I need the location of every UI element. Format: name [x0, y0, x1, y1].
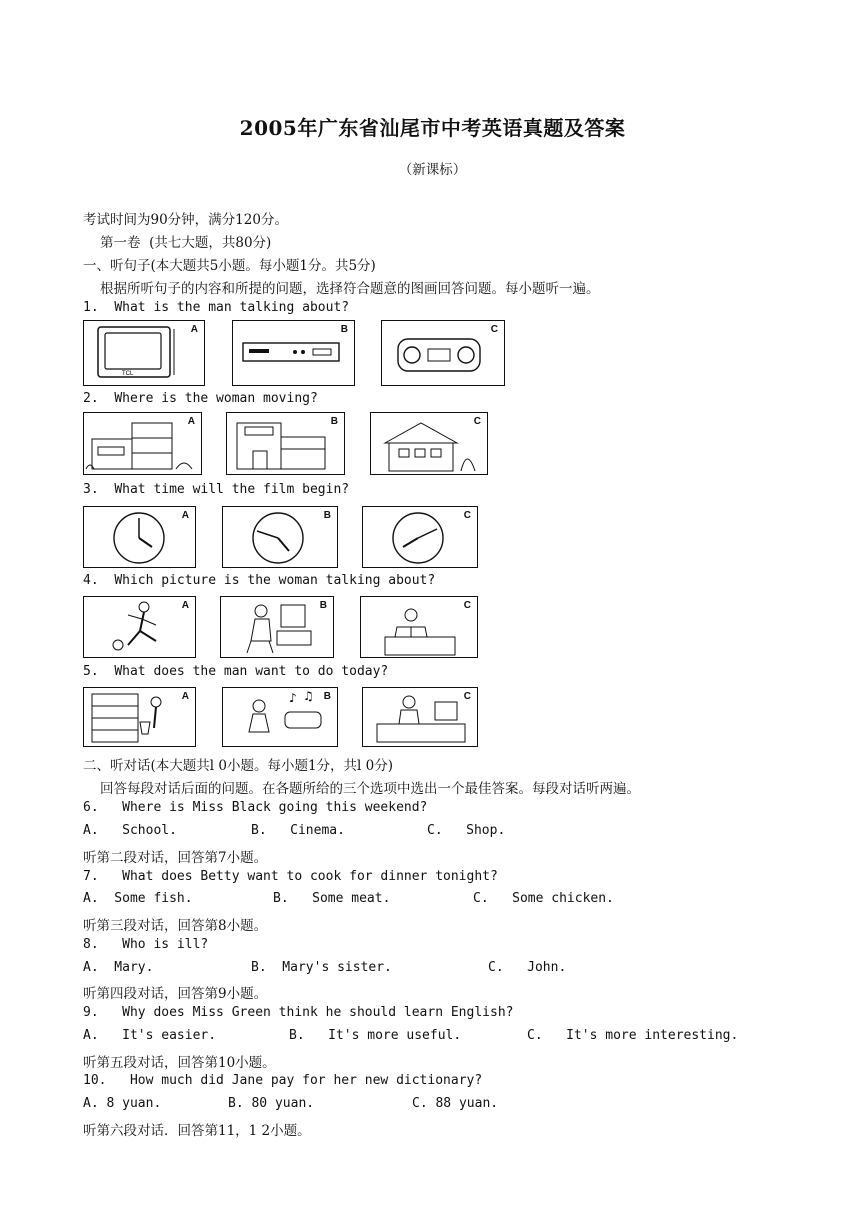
question-3: 3. What time will the film begin?: [83, 482, 350, 497]
television-icon: [84, 321, 206, 387]
soccer-player-icon: [84, 597, 197, 659]
q10-option-a[interactable]: A. 8 yuan.: [83, 1096, 162, 1111]
q10-option-c[interactable]: C. 88 yuan.: [412, 1096, 499, 1111]
radio-cassette-icon: [382, 321, 506, 387]
q3-picture-b[interactable]: [222, 506, 338, 568]
office-work-icon: [363, 688, 479, 748]
page-title: 2005年广东省汕尾市中考英语真题及答案: [239, 116, 626, 140]
q8-option-c[interactable]: C. John.: [488, 960, 567, 975]
clock-icon: [363, 507, 479, 569]
q4-picture-b[interactable]: [220, 596, 334, 658]
question-10: 10. How much did Jane pay for her new dictionary?: [83, 1073, 483, 1088]
q6-option-c[interactable]: C. Shop.: [427, 823, 506, 838]
q5-picture-a[interactable]: [83, 687, 196, 747]
option-label: A: [181, 510, 189, 521]
q2-picture-c[interactable]: [370, 412, 488, 475]
question-2: 2. Where is the woman moving?: [83, 391, 318, 406]
q7-option-a[interactable]: A. Some fish.: [83, 891, 193, 906]
clock-icon: [84, 507, 197, 569]
q8-option-a[interactable]: A. Mary.: [83, 960, 154, 975]
exam-time: 考试时间为90分钟，满分120分。: [83, 212, 288, 228]
part1-heading: 一、听句子(本大题共5小题。每小题1分。共5分): [83, 258, 376, 274]
svg-text:♫: ♫: [303, 689, 314, 703]
option-label: B: [323, 510, 331, 521]
option-label: C: [473, 416, 481, 427]
q7-option-c[interactable]: C. Some chicken.: [473, 891, 614, 906]
q7-option-b[interactable]: B. Some meat.: [273, 891, 391, 906]
option-label: A: [181, 691, 189, 702]
option-label: B: [323, 691, 331, 702]
option-label: B: [319, 600, 327, 611]
part2-heading: 二、听对话(本大题共l 0小题。每小题1分，共l 0分): [83, 758, 394, 774]
option-label: A: [181, 600, 189, 611]
q1-picture-a[interactable]: [83, 320, 205, 386]
option-label: A: [190, 324, 198, 335]
option-label: B: [330, 416, 338, 427]
q1-picture-b[interactable]: [232, 320, 355, 386]
svg-text:♪: ♪: [289, 691, 297, 705]
q2-picture-a[interactable]: [83, 412, 202, 475]
option-label: A: [187, 416, 195, 427]
q6-option-b[interactable]: B. Cinema.: [251, 823, 345, 838]
option-label: C: [463, 600, 471, 611]
q6-option-a[interactable]: A. School.: [83, 823, 177, 838]
option-label: C: [490, 324, 498, 335]
volume-heading: 第一卷 (共七大题，共80分): [100, 235, 272, 251]
q8-option-b[interactable]: B. Mary's sister.: [251, 960, 392, 975]
tv-brand: TCL: [122, 371, 134, 377]
q9-followup: 听第五段对话，回答第10小题。: [83, 1055, 276, 1071]
q5-picture-c[interactable]: [362, 687, 478, 747]
part2-instruction: 回答每段对话后面的问题。在各题所给的三个选项中选出一个最佳答案。每段对话听两遍。: [100, 781, 640, 797]
option-label: C: [463, 691, 471, 702]
q3-picture-a[interactable]: [83, 506, 196, 568]
question-5: 5. What does the man want to do today?: [83, 664, 389, 679]
q9-option-a[interactable]: A. It's easier.: [83, 1028, 217, 1043]
question-1: 1. What is the man talking about?: [83, 300, 350, 315]
computer-user-icon: [221, 597, 335, 659]
clock-icon: [223, 507, 339, 569]
question-4: 4. Which picture is the woman talking about?: [83, 573, 436, 588]
reading-at-desk-icon: [361, 597, 479, 659]
question-7: 7. What does Betty want to cook for dinner tonight?: [83, 869, 498, 884]
question-9: 9. Why does Miss Green think he should learn English?: [83, 1005, 514, 1020]
office-building-icon: [227, 413, 346, 476]
option-label: B: [340, 324, 348, 335]
dvd-player-icon: [233, 321, 356, 387]
q5-picture-b[interactable]: [222, 687, 338, 747]
question-6: 6. Where is Miss Black going this weekend?: [83, 800, 428, 815]
listening-music-icon: [223, 688, 339, 748]
shopping-icon: [84, 688, 197, 748]
q3-picture-c[interactable]: [362, 506, 478, 568]
q10-option-b[interactable]: B. 80 yuan.: [228, 1096, 315, 1111]
page-subtitle: （新课标）: [398, 162, 467, 178]
part1-instruction: 根据所听句子的内容和所提的问题，选择符合题意的图画回答问题。每小题听一遍。: [100, 281, 600, 297]
q9-option-c[interactable]: C. It's more interesting.: [527, 1028, 739, 1043]
q4-picture-c[interactable]: [360, 596, 478, 658]
question-8: 8. Who is ill?: [83, 937, 209, 952]
q7-followup: 听第三段对话，回答第8小题。: [83, 918, 268, 934]
q6-followup: 听第二段对话，回答第7小题。: [83, 850, 268, 866]
q9-option-b[interactable]: B. It's more useful.: [289, 1028, 462, 1043]
q4-picture-a[interactable]: [83, 596, 196, 658]
shop-building-icon: [84, 413, 203, 476]
q8-followup: 听第四段对话，回答第9小题。: [83, 986, 268, 1002]
q2-picture-b[interactable]: [226, 412, 345, 475]
option-label: C: [463, 510, 471, 521]
house-icon: [371, 413, 489, 476]
q1-picture-c[interactable]: [381, 320, 505, 386]
q10-followup: 听第六段对话．回答第11，1 2小题。: [83, 1123, 311, 1139]
